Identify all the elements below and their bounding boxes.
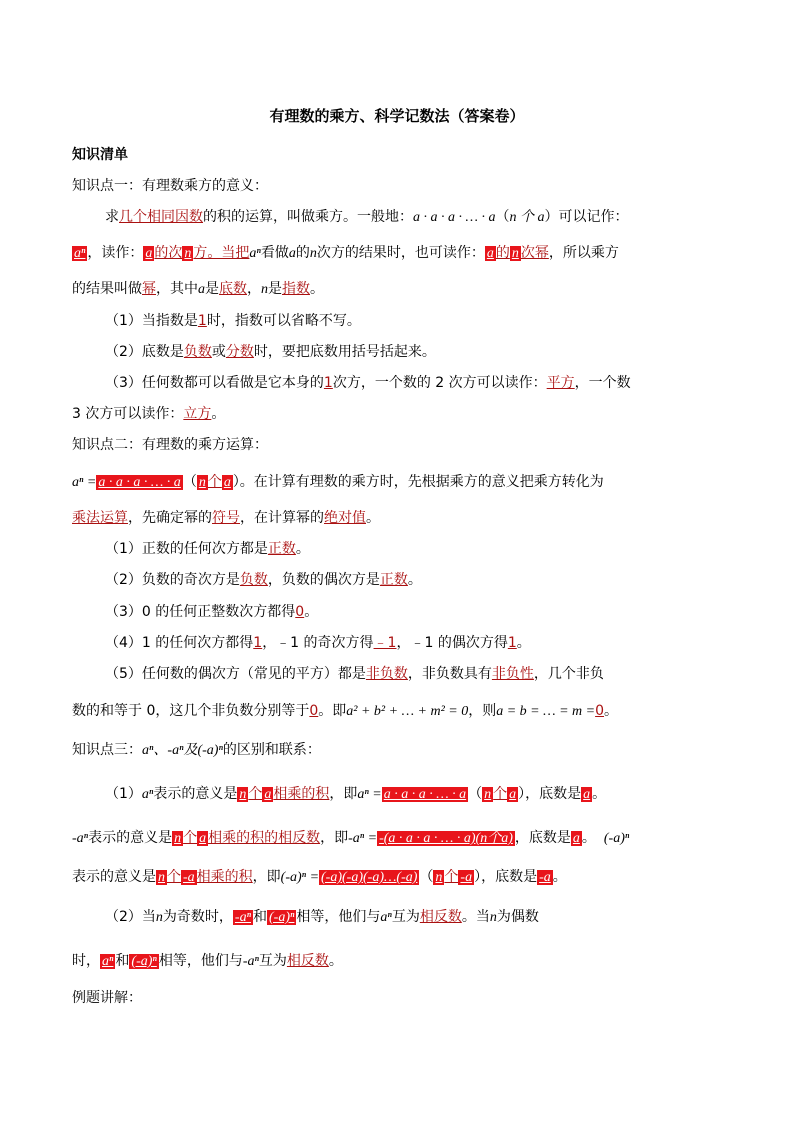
math: a — [198, 282, 205, 297]
text: 的结果叫做 — [72, 281, 142, 297]
kp1-line1 — [105, 207, 628, 228]
text: （5）任何数的偶次方（常见的平方）都是 — [105, 666, 366, 682]
text: ，﹣1 的偶次方得 — [396, 635, 508, 651]
text: ，即 — [252, 869, 281, 885]
answer-box: a — [572, 831, 580, 846]
text: 表示的意义是 — [153, 786, 238, 802]
math: n 个 a — [509, 210, 545, 225]
text: （2）当 — [105, 909, 156, 925]
math: aⁿ、-aⁿ及(-a)ⁿ — [142, 743, 223, 758]
math: a · a · a · … · a — [413, 210, 496, 225]
answer-box: (-a)ⁿ — [131, 954, 157, 969]
text: 为奇数时， — [162, 909, 233, 925]
answer-box: a · a · a · … · a — [98, 475, 181, 490]
answer: 个 — [493, 786, 508, 802]
answer: 负数 — [183, 344, 212, 360]
text: ，则 — [468, 703, 497, 719]
text: ）。在计算有理数的乘方时，先根据乘方的意义把乘方转化为 — [232, 474, 604, 490]
text: ，一个数 — [574, 375, 631, 391]
text: ，﹣1 的奇次方得 — [262, 635, 374, 651]
text: 或 — [211, 344, 226, 360]
kp1-heading: 知识点一：有理数乘方的意义： — [72, 178, 268, 194]
text: 。 — [304, 604, 319, 620]
text: ，所以乘方 — [548, 245, 619, 261]
answer-box: n — [158, 870, 165, 885]
page-title: 有理数的乘方、科学记数法（答案卷） — [269, 107, 525, 125]
text: 知识点三： — [72, 742, 142, 758]
text: 互为 — [391, 909, 420, 925]
text: 的区别和联系： — [222, 742, 321, 758]
answer-box: a — [199, 831, 207, 846]
text: ）可以记作： — [544, 209, 629, 225]
answer-box: -a — [183, 870, 195, 885]
math: n — [155, 910, 163, 925]
math: -aⁿ = — [348, 831, 378, 846]
math: aⁿ — [141, 787, 154, 802]
kp2-line2 — [72, 508, 380, 528]
answer: 负数 — [239, 572, 268, 588]
text: ，即 — [329, 786, 358, 802]
answer: 相乘的积 — [273, 786, 330, 802]
text: 。 — [516, 635, 531, 651]
answer: 1 — [253, 635, 263, 651]
text: 。 — [552, 869, 567, 885]
answer: 底数 — [219, 281, 247, 297]
kp2-point3 — [105, 602, 318, 622]
answer: 正数 — [379, 572, 408, 588]
answer-box: a — [509, 787, 517, 802]
text: ，在计算幂的 — [240, 510, 324, 526]
text: （ — [182, 474, 197, 490]
kp2-point5 — [105, 664, 604, 684]
text: 次方，一个数的 2 次方可以读作： — [332, 375, 547, 391]
text: ），底数是 — [518, 786, 582, 802]
answer-box: n — [239, 787, 247, 802]
answer: 非负性 — [491, 666, 534, 682]
text: 和 — [115, 953, 130, 969]
text: 求 — [105, 209, 119, 225]
answer: 次幂 — [520, 245, 549, 261]
kp2-line1 — [72, 472, 604, 493]
text: （4）1 的任何次方都得 — [105, 635, 254, 651]
answer: 相乘的积 — [196, 869, 253, 885]
answer-box: a · a · a · … · a — [383, 787, 467, 802]
math: (-a)ⁿ = — [280, 870, 320, 885]
answer: 个 — [444, 869, 459, 885]
text: 3 次方可以读作： — [72, 406, 184, 422]
answer: 个 — [248, 786, 263, 802]
answer: 1 — [197, 313, 207, 329]
answer-box: a — [583, 787, 591, 802]
math: aⁿ — [380, 910, 392, 925]
math: n — [489, 910, 497, 925]
answer: 0 — [595, 703, 605, 719]
text: ，负数的偶次方是 — [267, 572, 380, 588]
kp1-line3 — [72, 279, 324, 300]
answer-box: n — [484, 787, 492, 802]
text: 相等，他们与 — [296, 909, 381, 925]
kp2-point4 — [105, 633, 531, 653]
text: 。 — [592, 786, 607, 802]
text: （ — [495, 209, 510, 225]
answer: 乘法运算 — [72, 510, 128, 526]
text: ，底数是 — [514, 830, 571, 846]
answer-box: n — [174, 831, 182, 846]
text: 次方的结果时，也可读作： — [316, 245, 485, 261]
text: 。即 — [318, 703, 347, 719]
answer: 分数 — [225, 344, 254, 360]
answer-box: a — [264, 787, 272, 802]
answer-box: n — [511, 246, 519, 261]
answer: 平方 — [546, 375, 575, 391]
kp3-line1 — [105, 784, 606, 805]
answer: 0 — [309, 703, 319, 719]
text: 表示的意义是 — [88, 830, 173, 846]
answer-box: a — [145, 246, 153, 261]
text: 表示的意义是 — [72, 869, 156, 885]
text: （1）当指数是 — [105, 313, 198, 329]
answer: 幂 — [142, 281, 156, 297]
text: ，读作： — [87, 245, 144, 261]
text: 。 — [211, 406, 226, 422]
answer: 指数 — [282, 281, 310, 297]
answer-box: n — [184, 246, 192, 261]
answer: 1 — [507, 635, 517, 651]
kp3-line4 — [105, 907, 539, 928]
text: 看做 — [260, 245, 289, 261]
text: （3）0 的任何正整数次方都得 — [105, 604, 296, 620]
math: a — [288, 246, 296, 261]
answer: 符号 — [212, 510, 240, 526]
text: （2）底数是 — [105, 344, 184, 360]
answer: 正数 — [267, 541, 296, 557]
text: 为偶数 — [496, 909, 539, 925]
answer: 1 — [323, 375, 333, 391]
kp2-point1 — [105, 539, 310, 559]
answer-box: a — [486, 246, 494, 261]
text: ，其中 — [156, 281, 198, 297]
kp2-heading: 知识点二：有理数的乘方运算： — [72, 437, 268, 453]
answer-box: aⁿ — [74, 246, 86, 261]
text: 互为 — [258, 953, 287, 969]
answer: 个 — [207, 474, 222, 490]
text: 时，指数可以省略不写。 — [206, 313, 361, 329]
answer-box: (-a)(-a)(-a)…(-a) — [321, 870, 418, 885]
text: 。 — [328, 953, 343, 969]
answer: 的 — [495, 245, 510, 261]
answer-box: -(a · a · a · … · a)(n个a) — [379, 831, 513, 846]
kp3-line3 — [72, 867, 567, 888]
math: aⁿ — [249, 246, 261, 261]
kp2-point2 — [105, 570, 422, 590]
examples-heading: 例题讲解： — [72, 990, 142, 1006]
answer: 非负数 — [365, 666, 408, 682]
answer-box: -a — [539, 870, 551, 885]
kp2-point5-cont — [72, 701, 618, 722]
text: ，即 — [320, 830, 349, 846]
text: （1） — [105, 786, 142, 802]
text: 数的和等于 0，这几个非负数分别等于 — [72, 703, 310, 719]
answer: 相反数 — [419, 909, 462, 925]
text: （1）正数的任何次方都是 — [105, 541, 268, 557]
math: a = b = … = m = — [496, 704, 596, 719]
answer: 个 — [167, 869, 181, 885]
text: 。 — [310, 281, 324, 297]
answer: 几个相同因数 — [119, 209, 203, 225]
answer: 相反数 — [286, 953, 329, 969]
kp3-heading — [72, 740, 321, 761]
text: 的 — [295, 245, 310, 261]
text: ，先确定幂的 — [128, 510, 212, 526]
math: aⁿ = — [72, 475, 97, 490]
text: （2）负数的奇次方是 — [105, 572, 240, 588]
math: aⁿ = — [357, 787, 382, 802]
answer: 的次 — [154, 245, 183, 261]
kp3-line2 — [72, 828, 629, 849]
math: n — [309, 246, 317, 261]
answer: 立方 — [183, 406, 212, 422]
answer-box: n — [198, 475, 206, 490]
text: 。 — [295, 541, 310, 557]
kp1-point3-cont — [72, 404, 225, 424]
math: -aⁿ — [242, 954, 259, 969]
text: ，非负数具有 — [407, 666, 492, 682]
text: ， — [247, 281, 261, 297]
kp1-point1 — [105, 311, 361, 331]
text: ，几个非负 — [533, 666, 604, 682]
text: 时， — [72, 953, 100, 969]
math: (-a)ⁿ — [603, 831, 630, 846]
section-heading: 知识清单 — [72, 147, 128, 163]
text: 。当 — [461, 909, 490, 925]
math: -aⁿ — [72, 831, 89, 846]
text: 。 — [604, 703, 619, 719]
text: （ — [419, 869, 434, 885]
text: （ — [468, 786, 483, 802]
text: 。 — [581, 830, 596, 846]
answer-box: a — [223, 475, 231, 490]
answer: 0 — [295, 604, 305, 620]
text: 相等，他们与 — [158, 953, 243, 969]
text: 时，要把底数用括号括起来。 — [253, 344, 436, 360]
answer: ﹣1 — [373, 635, 397, 651]
kp1-line2 — [72, 243, 619, 264]
answer-box: -a — [460, 870, 473, 885]
text: 是 — [205, 281, 219, 297]
answer: 相乘的积的相反数 — [208, 830, 321, 846]
answer-box: n — [435, 870, 443, 885]
math: a² + b² + … + m² = 0 — [346, 704, 469, 719]
answer: 个 — [183, 830, 198, 846]
kp1-point2 — [105, 342, 436, 362]
kp1-point3 — [105, 373, 631, 393]
kp3-line5 — [72, 951, 343, 972]
text: 是 — [268, 281, 282, 297]
answer: 绝对值 — [324, 510, 366, 526]
answer-box: aⁿ — [102, 954, 114, 969]
text: 和 — [253, 909, 267, 925]
text: ），底数是 — [474, 869, 538, 885]
text: 。 — [407, 572, 422, 588]
text: 。 — [366, 510, 380, 526]
math: n — [261, 282, 268, 297]
answer-box: (-a)ⁿ — [269, 910, 295, 925]
text: 的积的运算，叫做乘方。一般地： — [203, 209, 413, 225]
answer-box: -aⁿ — [234, 910, 251, 925]
answer: 方。当把 — [193, 245, 250, 261]
text: （3）任何数都可以看做是它本身的 — [105, 375, 324, 391]
